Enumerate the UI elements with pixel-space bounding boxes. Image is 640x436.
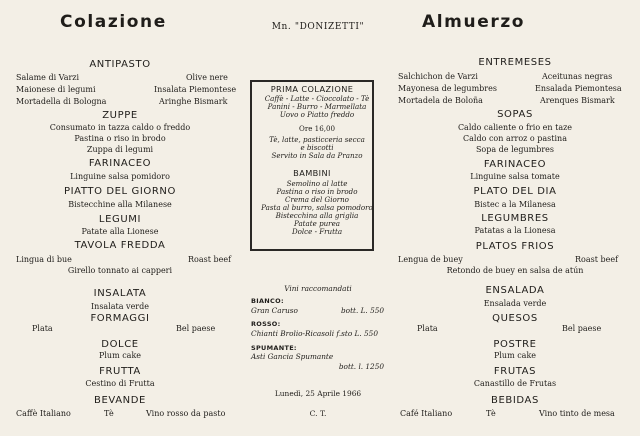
section-farinaceo-es: FARINACEO — [483, 159, 547, 170]
zuppe-item-2: Pastina o riso in brodo — [74, 134, 166, 143]
section-bebidas: BEBIDAS — [491, 395, 539, 406]
item-mortadela: Mortadela de Boloña — [398, 96, 483, 105]
section-bevande: BEVANDE — [94, 395, 146, 406]
tea-line-2: e biscotti — [300, 143, 334, 152]
item-lingua: Lingua di bue — [16, 255, 72, 264]
item-lengua: Lengua de buey — [398, 255, 463, 264]
section-dolce: DOLCE — [101, 339, 139, 350]
item-roast-beef: Roast beef — [188, 255, 232, 264]
tea-line-3: Servito in Sala da Pranzo — [271, 151, 363, 160]
item-plata-es: Plata — [417, 324, 438, 333]
item-salchichon: Salchichon de Varzi — [398, 72, 478, 81]
prima-line-2: Panini - Burro - Marmellata — [267, 102, 367, 111]
bambini-line-5: Bistecchina alla griglia — [275, 211, 359, 220]
item-olive: Olive nere — [186, 73, 228, 82]
sopas-item-2: Caldo con arroz o pastina — [463, 134, 567, 143]
item-te: Tè — [104, 409, 114, 418]
wine-rosso-label: ROSSO: — [251, 320, 281, 328]
zuppe-item-3: Zuppa di legumi — [86, 145, 154, 154]
insalata-item: Insalata verde — [91, 302, 149, 311]
dolce-item: Plum cake — [98, 351, 142, 360]
section-legumi: LEGUMI — [98, 214, 142, 225]
bambini-line-6: Patate purea — [294, 219, 340, 228]
bambini-line-7: Dolce - Frutta — [291, 227, 343, 236]
item-ensalada-piemontesa: Ensalada Piemontesa — [535, 84, 622, 93]
sopas-item-1: Caldo caliente o frio en taze — [457, 123, 573, 132]
wine-header: Vini raccomandati — [284, 284, 352, 293]
legumi-item: Patate alla Lionese — [81, 227, 159, 236]
farinaceo-es-item: Linguine salsa tomate — [470, 172, 560, 181]
wine-rosso-name: Chianti Brolio-Ricasoli f.sto L. 550 — [251, 329, 378, 338]
item-vino-es: Vino tinto de mesa — [539, 409, 615, 418]
item-aringhe: Aringhe Bismark — [159, 97, 228, 106]
item-bel-paese-es: Bel paese — [562, 324, 602, 333]
item-bel-paese: Bel paese — [176, 324, 216, 333]
item-mortadella: Mortadella di Bologna — [16, 97, 107, 106]
section-frutas: FRUTAS — [493, 366, 537, 377]
postre-item: Plum cake — [493, 351, 537, 360]
section-entremeses: ENTREMESES — [478, 57, 552, 68]
item-cafe-es: Café Italiano — [400, 409, 453, 418]
plato-item: Bistec a la Milanesa — [474, 200, 556, 209]
prima-colazione-title: PRIMA COLAZIONE — [270, 84, 354, 94]
item-arenques: Arenques Bismark — [540, 96, 615, 105]
section-postre: POSTRE — [493, 339, 537, 350]
wine-spumante-label: SPUMANTE: — [251, 344, 297, 352]
piatto-item: Bistecchine alla Milanese — [68, 200, 172, 209]
almuerzo-title: Almuerzo — [422, 12, 526, 32]
item-salame: Salame di Varzi — [16, 73, 80, 82]
bambini-title: BAMBINI — [293, 168, 331, 178]
ore-line: Ore 16,00 — [299, 124, 335, 133]
wine-bianco-price: bott. L. 550 — [341, 306, 384, 315]
frutas-item: Canastillo de Frutas — [473, 379, 557, 388]
item-insalata-piemontese: Insalata Piemontese — [154, 85, 237, 94]
tea-line-1: Tè, latte, pasticceria secca — [269, 135, 365, 144]
section-farinaceo: FARINACEO — [88, 158, 152, 169]
sopas-item-3: Sopa de legumbres — [475, 145, 555, 154]
wine-bianco-label: BIANCO: — [251, 297, 284, 305]
prima-line-3: Uovo o Piatto freddo — [279, 110, 355, 119]
section-insalata: INSALATA — [93, 288, 147, 299]
item-aceitunas: Aceitunas negras — [542, 72, 613, 81]
item-roast-beef-es: Roast beef — [575, 255, 619, 264]
section-plato: PLATO DEL DIA — [473, 186, 557, 197]
section-tavola: TAVOLA FREDDA — [74, 240, 166, 251]
section-ensalada: ENSALADA — [485, 285, 545, 296]
bambini-line-2: Pastina o riso in brodo — [276, 187, 358, 196]
wine-spumante-price: bott. l. 1250 — [338, 362, 384, 371]
frutta-item: Cestino di Frutta — [85, 379, 155, 388]
bambini-line-4: Pasta al burro, salsa pomodoro — [261, 203, 373, 212]
zuppe-item-1: Consumato in tazza caldo o freddo — [49, 123, 191, 132]
legumbres-item: Patatas a la Lionesa — [474, 226, 556, 235]
section-zuppe: ZUPPE — [102, 110, 138, 121]
ship-name: Mn. "DONIZETTI" — [271, 22, 365, 32]
item-plata: Plata — [32, 324, 53, 333]
bambini-line-3: Crema del Giorno — [285, 195, 349, 204]
frios-item: Retondo de buey en salsa de atún — [446, 266, 584, 275]
prima-colazione-box — [250, 80, 374, 251]
item-caffe: Caffè Italiano — [16, 409, 71, 418]
item-vino: Vino rosso da pasto — [146, 409, 226, 418]
item-maionese: Maionese di legumi — [16, 85, 96, 94]
section-platos-frios: PLATOS FRIOS — [475, 241, 555, 252]
wine-bianco-name: Gran Caruso — [251, 306, 298, 315]
section-antipasto: ANTIPASTO — [89, 59, 151, 70]
item-mayonesa: Mayonesa de legumbres — [398, 84, 497, 93]
tavola-item: Girello tonnato ai capperi — [67, 266, 173, 275]
prima-line-1: Caffè - Latte - Cioccolato - Tè — [264, 94, 370, 103]
farinaceo-item: Linguine salsa pomidoro — [70, 172, 170, 181]
ensalada-item: Ensalada verde — [483, 299, 547, 308]
section-sopas: SOPAS — [497, 109, 533, 120]
wine-spumante-name: Asti Gancia Spumante — [251, 352, 334, 361]
section-frutta: FRUTTA — [99, 366, 141, 377]
section-formaggi: FORMAGGI — [90, 313, 150, 324]
signature: C. T. — [309, 409, 327, 418]
colazione-title: Colazione — [60, 12, 167, 32]
item-te-es: Tè — [486, 409, 496, 418]
menu-date: Lunedì, 25 Aprile 1966 — [274, 389, 362, 398]
section-quesos: QUESOS — [492, 313, 538, 324]
section-piatto: PIATTO DEL GIORNO — [64, 186, 176, 197]
section-legumbres: LEGUMBRES — [481, 213, 549, 224]
bambini-line-1: Semolino al latte — [286, 179, 348, 188]
